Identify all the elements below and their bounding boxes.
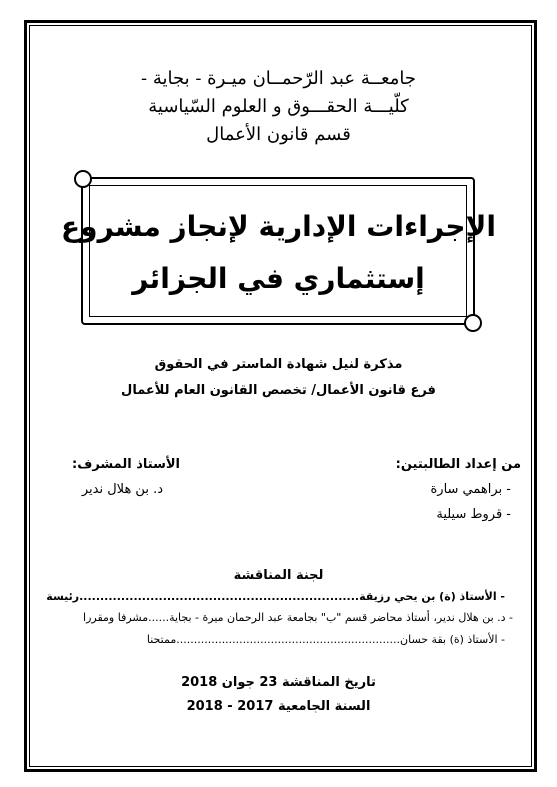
university-name: جامعــة عبد الرّحمــان ميـرة - بجاية - [141, 68, 416, 89]
supervisor-label: الأستاذ المشرف: [72, 457, 180, 472]
faculty-name: كلّيـــة الحقـــوق و العلوم السّياسية [148, 96, 409, 117]
department-name: قسم قانون الأعمال [206, 124, 351, 145]
defense-date: تاريخ المناقشة 23 جوان 2018 [181, 675, 376, 690]
students-label: من إعداد الطالبتين: [395, 457, 521, 472]
student-name-1: - براهمي سارة [430, 482, 511, 497]
jury-title: لجنة المناقشة [233, 568, 324, 583]
academic-year: السنة الجامعية 2017 - 2018 [186, 699, 371, 714]
thesis-title-line-1: الإجراءات الإدارية لإنجاز مشروع [61, 210, 496, 243]
memo-purpose: مذكرة لنيل شهادة الماستر في الحقوق [154, 357, 403, 372]
student-name-2: - قروط سيلية [436, 507, 511, 522]
title-scroll-frame [81, 177, 475, 325]
memo-branch: فرع قانون الأعمال/ تخصص القانون العام للأعمال [121, 383, 436, 398]
thesis-title-line-2: إستثماري في الجزائر [132, 262, 425, 295]
jury-member-president: - الأستاذ (ة) بن يحي رزيقة...................................................................رئيسة [46, 590, 505, 603]
supervisor-name: د. بن هلال ندير [81, 482, 163, 497]
jury-member-supervisor: - د. بن هلال ندير، أستاذ محاضر قسم "ب" بجامعة عبد الرحمان ميرة - بجاية......مشرفا ومقررا [83, 611, 513, 624]
jury-member-examiner: - الأستاذ (ة) بقة حسان................................................................ممتحنا [146, 633, 505, 646]
title-frame-inner [89, 185, 467, 317]
